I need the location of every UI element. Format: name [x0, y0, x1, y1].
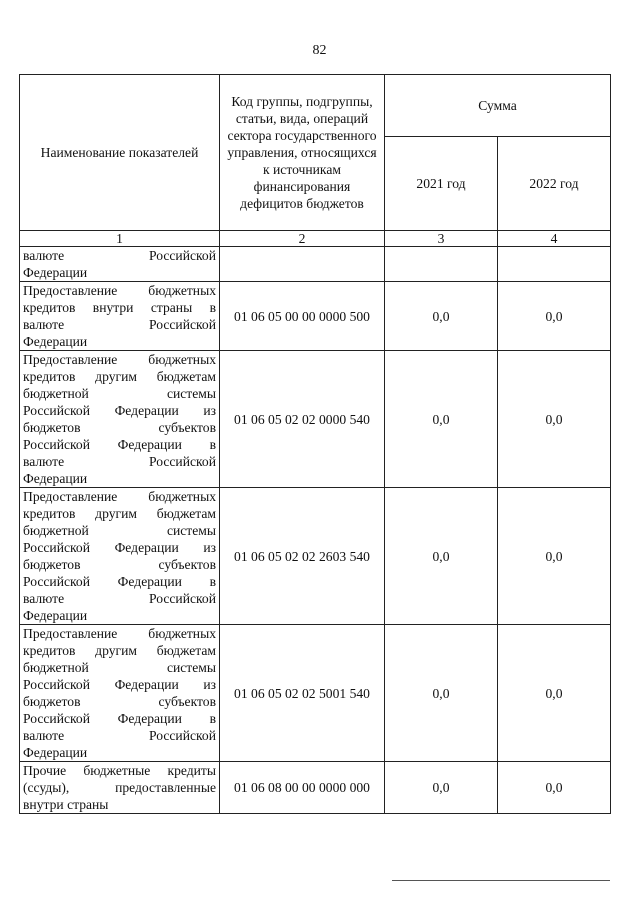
row-value-2021: 0,0 [385, 351, 498, 488]
row-name-line: валюте Российской [23, 248, 216, 263]
row-name-line: Российской Федерации в [23, 437, 216, 452]
table-row [20, 488, 611, 625]
row-value-2022: 0,0 [498, 351, 611, 488]
row-value-2021: 0,0 [385, 488, 498, 625]
row-name-line: валюте Российской [23, 591, 216, 606]
row-name-cell [20, 762, 220, 814]
page-number: 82 [312, 43, 327, 58]
row-code-cell: 01 06 05 02 02 2603 540 [220, 488, 385, 625]
column-number: 2 [220, 231, 385, 247]
row-value-2022: 0,0 [498, 762, 611, 814]
row-name-line: бюджетной системы [23, 523, 216, 538]
row-name-line: Российской Федерации из [23, 540, 216, 555]
row-name-line: (ссуды), предоставленные [23, 780, 216, 795]
row-name-line: валюте Российской [23, 454, 216, 469]
row-name-line: бюджетов субъектов [23, 420, 216, 435]
row-name-line: внутри страны [23, 797, 109, 812]
header-code-label: Код группы, подгруппы, статьи, вида, операций сектора государственного управления, относящихся к источникам финансирования дефицитов бюджетов [227, 94, 377, 211]
row-name-line: бюджетов субъектов [23, 694, 216, 709]
header-sum-label: Сумма [478, 98, 517, 113]
row-name-line: кредитов внутри страны в [23, 300, 216, 315]
row-name-line: Предоставление бюджетных [23, 283, 216, 298]
row-name-cell [20, 247, 220, 282]
row-name-cell [20, 351, 220, 488]
table-row [20, 247, 611, 282]
header-sum-cell [385, 75, 611, 137]
row-name-line: Федерации [23, 471, 88, 486]
header-code-cell [220, 75, 385, 231]
row-name-line: бюджетной системы [23, 386, 216, 401]
row-name-line: Российской Федерации в [23, 711, 216, 726]
header-year-2022: 2022 год [498, 137, 611, 231]
row-code-cell: 01 06 08 00 00 0000 000 [220, 762, 385, 814]
column-number: 4 [498, 231, 611, 247]
row-value-2021: 0,0 [385, 762, 498, 814]
column-number: 1 [20, 231, 220, 247]
footer-rule [392, 880, 610, 881]
row-value-2021 [385, 247, 498, 282]
row-value-2021: 0,0 [385, 625, 498, 762]
row-code-cell: 01 06 05 02 02 5001 540 [220, 625, 385, 762]
row-code-cell: 01 06 05 02 02 0000 540 [220, 351, 385, 488]
header-year-2021: 2021 год [385, 137, 498, 231]
table-row [20, 762, 611, 814]
row-name-line: бюджетной системы [23, 660, 216, 675]
row-name-line: Российской Федерации в [23, 574, 216, 589]
row-name-cell [20, 488, 220, 625]
row-name-line: валюте Российской [23, 728, 216, 743]
budget-sources-table [19, 74, 611, 814]
row-name-line: Федерации [23, 265, 88, 280]
table-row [20, 351, 611, 488]
row-name-line: Предоставление бюджетных [23, 489, 216, 504]
row-value-2022: 0,0 [498, 625, 611, 762]
row-code-cell: 01 06 05 00 00 0000 500 [220, 282, 385, 351]
row-name-line: бюджетов субъектов [23, 557, 216, 572]
row-value-2021: 0,0 [385, 282, 498, 351]
row-name-cell [20, 282, 220, 351]
row-name-line: кредитов другим бюджетам [23, 643, 216, 658]
row-value-2022: 0,0 [498, 488, 611, 625]
row-name-line: Федерации [23, 608, 88, 623]
row-name-line: Федерации [23, 745, 88, 760]
row-name-line: Прочие бюджетные кредиты [23, 763, 216, 778]
row-name-line: кредитов другим бюджетам [23, 506, 216, 521]
row-name-line: Российской Федерации из [23, 677, 216, 692]
row-name-line: Предоставление бюджетных [23, 626, 216, 641]
row-name-cell [20, 625, 220, 762]
row-value-2022 [498, 247, 611, 282]
row-name-line: Федерации [23, 334, 88, 349]
row-name-line: Предоставление бюджетных [23, 352, 216, 367]
row-code-cell [220, 247, 385, 282]
row-name-line: кредитов другим бюджетам [23, 369, 216, 384]
row-name-line: Российской Федерации из [23, 403, 216, 418]
table-row [20, 282, 611, 351]
table-row [20, 625, 611, 762]
column-number: 3 [385, 231, 498, 247]
row-name-line: валюте Российской [23, 317, 216, 332]
header-name-cell [20, 75, 220, 231]
row-value-2022: 0,0 [498, 282, 611, 351]
header-name-label: Наименование показателей [40, 145, 199, 160]
